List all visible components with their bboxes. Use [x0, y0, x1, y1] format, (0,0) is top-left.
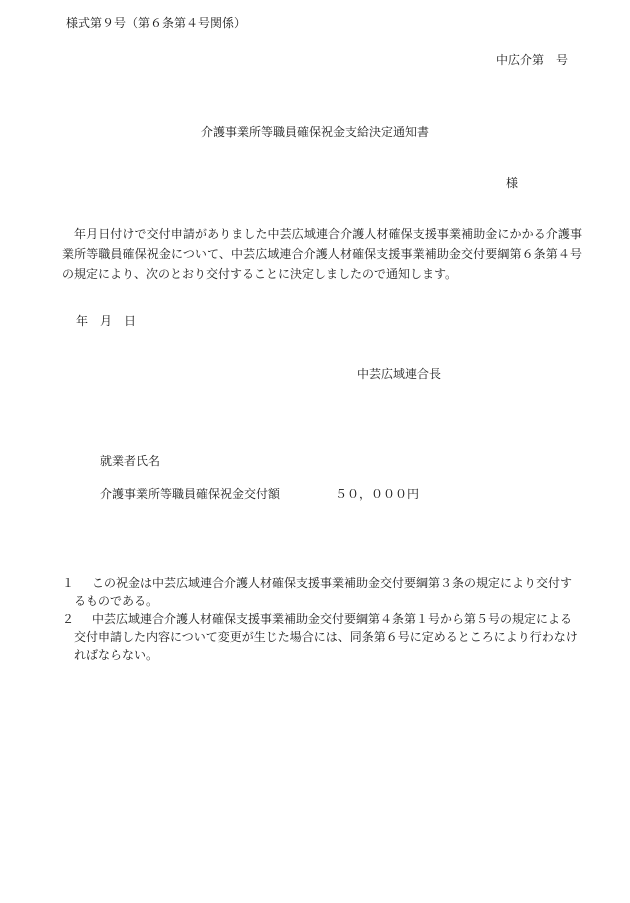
document-title: 介護事業所等職員確保祝金支給決定通知書 — [200, 125, 429, 139]
grant-amount-label: 介護事業所等職員確保祝金交付額 — [100, 487, 281, 501]
date-line: 年 月 日 — [76, 314, 137, 328]
notes-list — [62, 574, 582, 664]
worker-name-label: 就業者氏名 — [100, 454, 161, 468]
note-text: 中芸広域連合介護人材確保支援事業補助金交付要綱第４条第１号から第５号の規定による交付申請した内容について変更が生じた場合には、同条第６号に定めるところにより行わなければならない。 — [74, 612, 578, 662]
note-item — [62, 574, 582, 610]
issuer-name: 中芸広域連合長 — [357, 367, 442, 381]
form-label: 様式第９号（第６条第４号関係） — [66, 16, 247, 30]
note-text: この祝金は中芸広域連合介護人材確保支援事業補助金交付要綱第３条の規定により交付するものである。 — [74, 576, 573, 608]
document-number: 中広介第 号 — [495, 53, 568, 67]
note-item — [62, 610, 582, 664]
notification-body: 年月日付けで交付申請がありました中芸広域連合介護人材確保支援事業補助金にかかる介護事業所等職員確保祝金について、中芸広域連合介護人材確保支援事業補助金交付要綱第６条第４号の規定により、次のとおり交付することに決定しましたので通知します。 — [62, 227, 582, 281]
note-number: １ — [62, 576, 75, 590]
grant-amount-value: ５０，０００円 — [335, 487, 420, 501]
recipient-suffix: 様 — [506, 176, 519, 190]
note-number: ２ — [62, 612, 75, 626]
